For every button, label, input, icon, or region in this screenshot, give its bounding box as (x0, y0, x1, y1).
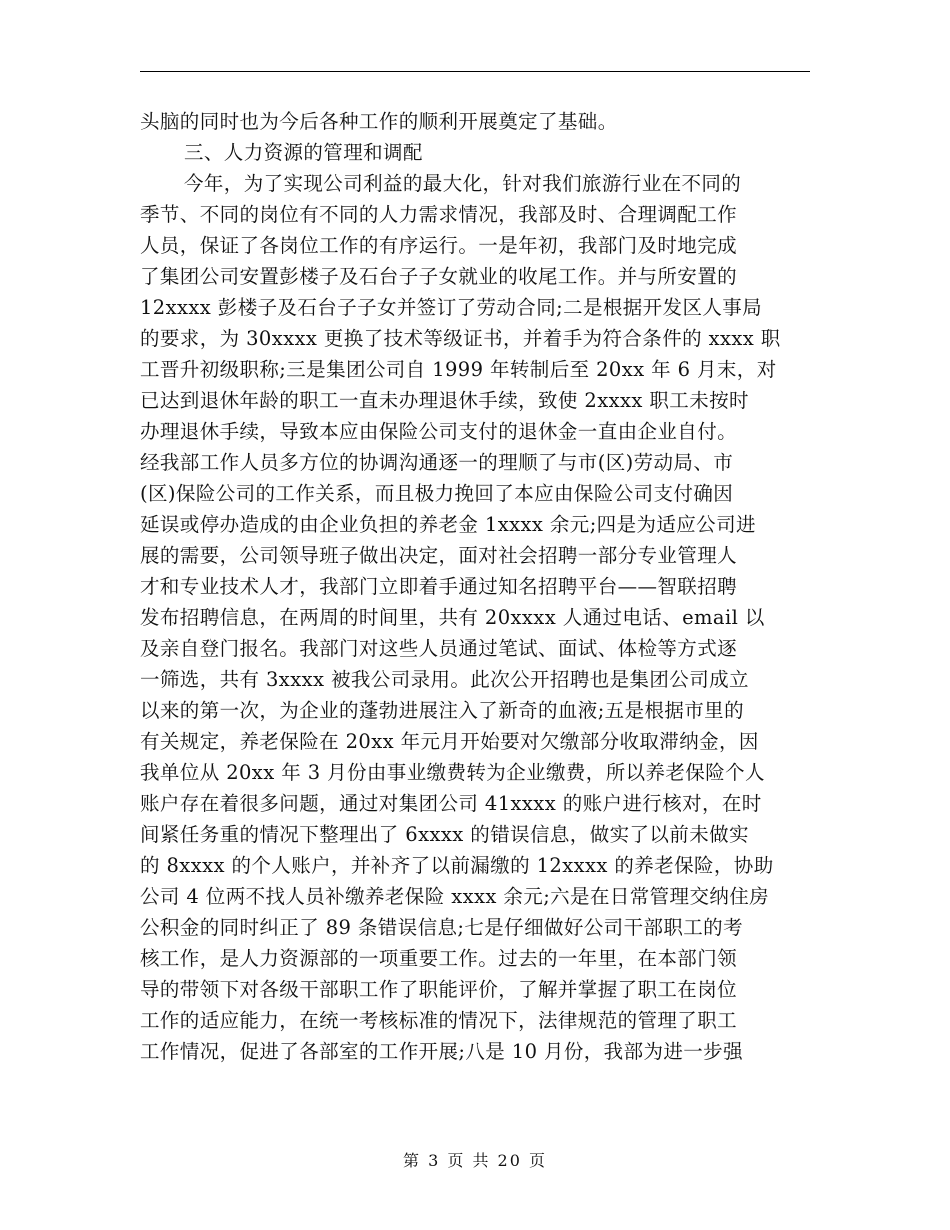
text-line: 已达到退休年龄的职工一直未办理退休手续，致使 2xxxx 职工未按时 (140, 389, 749, 412)
text-line: 展的需要，公司领导班子做出决定，面对社会招聘一部分专业管理人 (140, 544, 738, 567)
text-line: 的 8xxxx 的个人账户，并补齐了以前漏缴的 12xxxx 的养老保险，协助 (140, 854, 774, 877)
page-footer: 第 3 页 共 20 页 (403, 1151, 547, 1170)
text-line: 及亲自登门报名。我部门对这些人员通过笔试、面试、体检等方式逐 (140, 637, 738, 660)
body-text (140, 106, 820, 1067)
header-rule (140, 71, 810, 72)
text-line: 以来的第一次，为企业的蓬勃进展注入了新奇的血液;五是根据市里的 (140, 699, 744, 722)
text-line: 人员，保证了各岗位工作的有序运行。一是年初，我部门及时地完成 (140, 234, 738, 257)
text-line: 我单位从 20xx 年 3 月份由事业缴费转为企业缴费，所以养老保险个人 (140, 761, 765, 784)
text-line: 工作的适应能力，在统一考核标准的情况下，法律规范的管理了职工 (140, 1009, 738, 1032)
text-line: 账户存在着很多问题，通过对集团公司 41xxxx 的账户进行核对，在时 (140, 792, 762, 815)
text-line: 12xxxx 彭楼子及石台子子女并签订了劳动合同;二是根据开发区人事局 (140, 296, 763, 319)
text-line: 了集团公司安置彭楼子及石台子子女就业的收尾工作。并与所安置的 (140, 265, 738, 288)
text-line: 的要求，为 30xxxx 更换了技术等级证书，并着手为符合条件的 xxxx 职 (140, 327, 781, 350)
text-line: 才和专业技术人才，我部门立即着手通过知名招聘平台——智联招聘 (140, 575, 738, 598)
text-line: 核工作，是人力资源部的一项重要工作。过去的一年里，在本部门领 (140, 947, 738, 970)
text-line: 季节、不同的岗位有不同的人力需求情况，我部及时、合理调配工作 (140, 203, 738, 226)
text-line: 间紧任务重的情况下整理出了 6xxxx 的错误信息，做实了以前未做实 (140, 823, 749, 846)
text-line: 办理退休手续，导致本应由保险公司支付的退休金一直由企业自付。 (140, 420, 738, 443)
text-line: 延误或停办造成的由企业负担的养老金 1xxxx 余元;四是为适应公司进 (140, 513, 756, 536)
text-line: 经我部工作人员多方位的协调沟通逐一的理顺了与市(区)劳动局、市 (140, 451, 734, 474)
text-line: 工作情况，促进了各部室的工作开展;八是 10 月份，我部为进一步强 (140, 1040, 743, 1063)
section-heading: 三、人力资源的管理和调配 (184, 141, 423, 164)
text-line: 头脑的同时也为今后各种工作的顺利开展奠定了基础。 (140, 110, 618, 133)
text-line: 发布招聘信息，在两周的时间里，共有 20xxxx 人通过电话、email 以 (140, 606, 765, 629)
text-line: 今年，为了实现公司利益的最大化，针对我们旅游行业在不同的 (184, 172, 742, 195)
text-line: 导的带领下对各级干部职工作了职能评价，了解并掌握了职工在岗位 (140, 978, 738, 1001)
text-line: 有关规定，养老保险在 20xx 年元月开始要对欠缴部分收取滞纳金，因 (140, 730, 759, 753)
text-line: (区)保险公司的工作关系，而且极力挽回了本应由保险公司支付确因 (140, 482, 734, 505)
text-line: 公积金的同时纠正了 89 条错误信息;七是仔细做好公司干部职工的考 (140, 916, 743, 939)
text-line: 工晋升初级职称;三是集团公司自 1999 年转制后至 20xx 年 6 月末，对 (140, 358, 777, 381)
text-line: 公司 4 位两不找人员补缴养老保险 xxxx 余元;六是在日常管理交纳住房 (140, 885, 770, 908)
text-line: 一筛选，共有 3xxxx 被我公司录用。此次公开招聘也是集团公司成立 (140, 668, 749, 691)
